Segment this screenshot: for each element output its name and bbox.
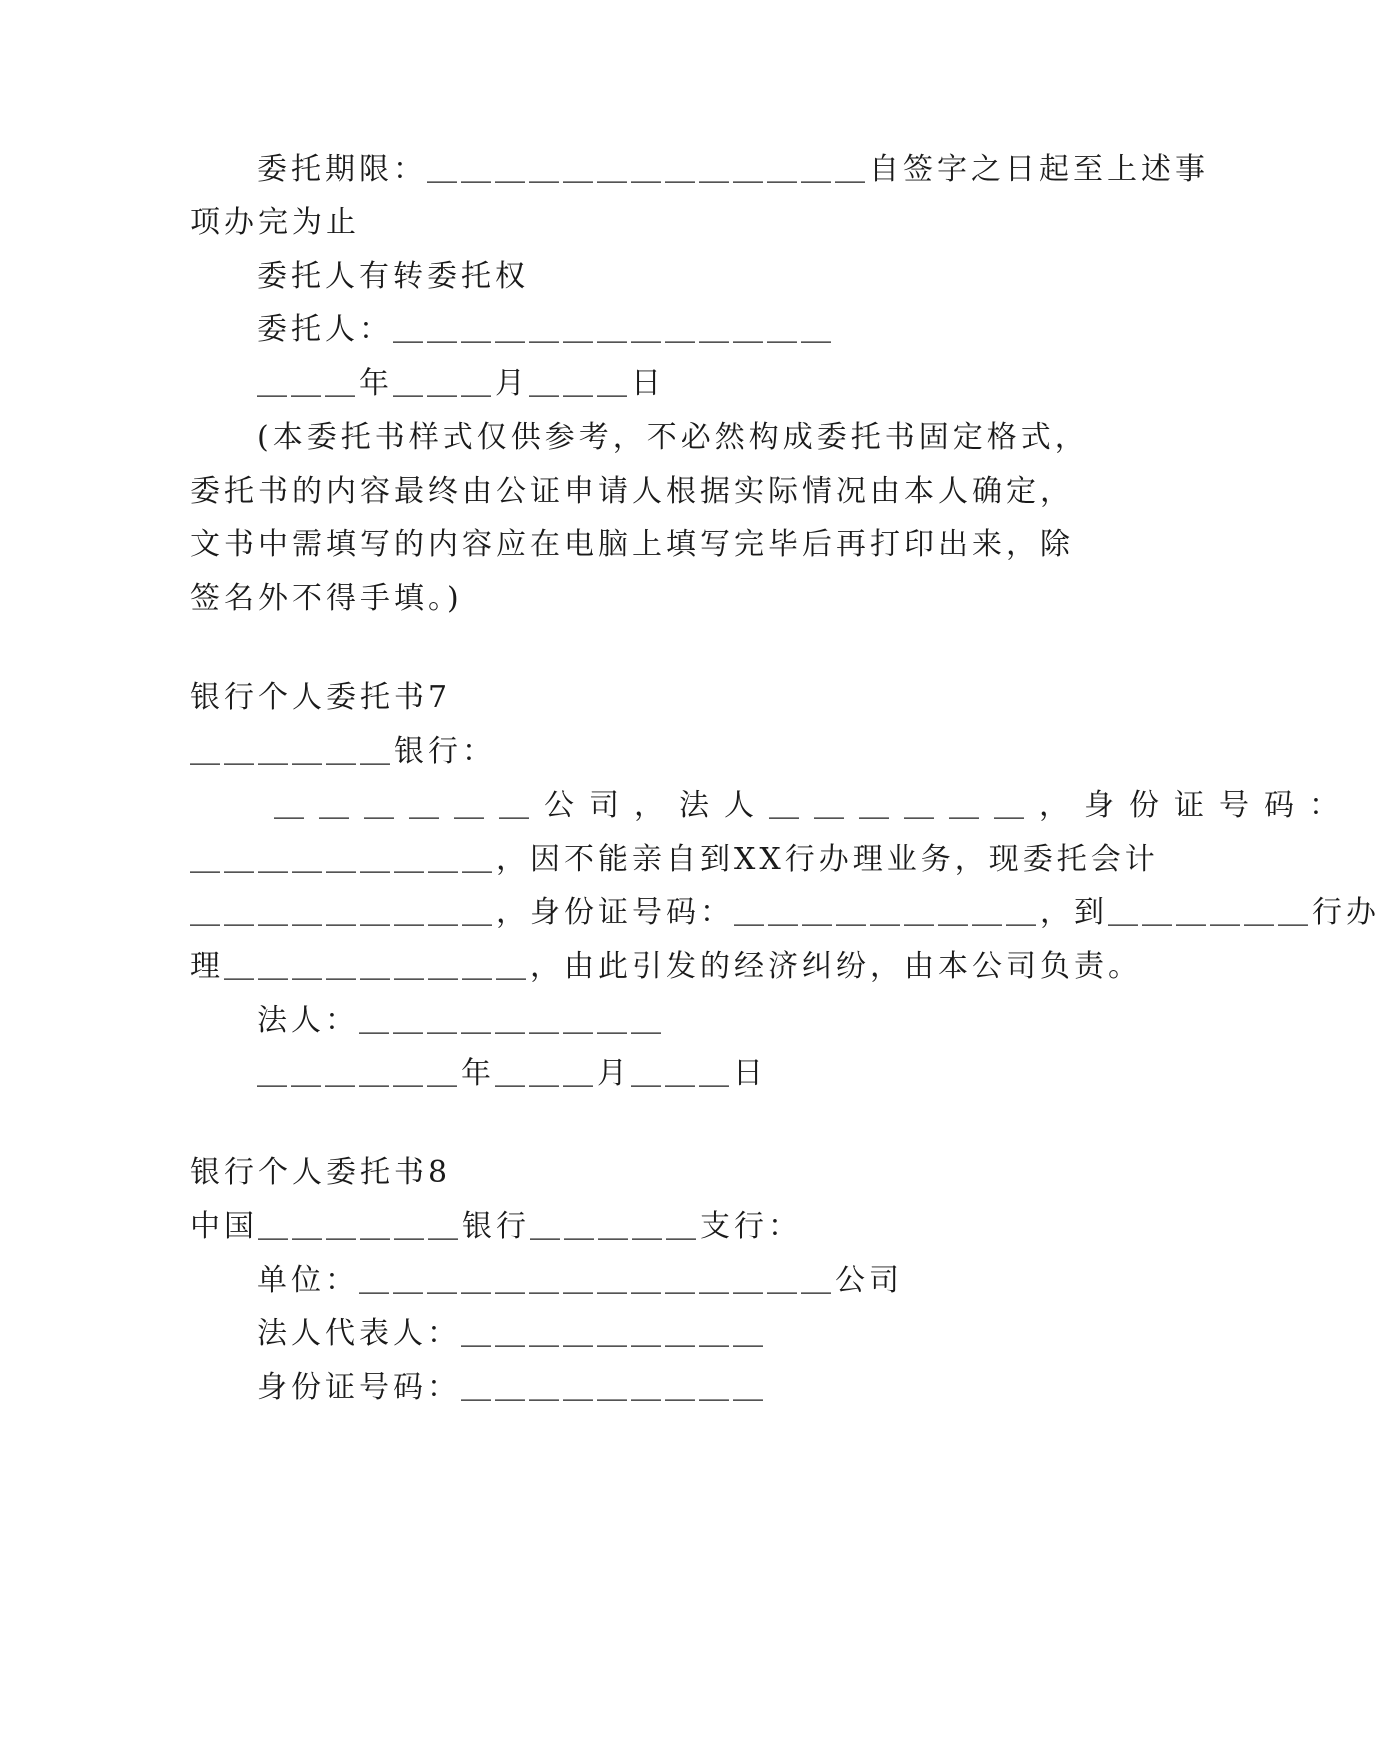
section-7-body-line-3: ＿＿＿＿＿＿＿＿＿，身份证号码：＿＿＿＿＿＿＿＿＿，到＿＿＿＿＿＿行办	[190, 895, 1380, 930]
section-8-bank-line: 中国＿＿＿＿＿＿银行＿＿＿＿＿支行：	[190, 1209, 802, 1244]
section-7-title: 银行个人委托书7	[190, 680, 452, 715]
sub-delegation-line: 委托人有转委托权	[257, 259, 529, 294]
section-7-date-line: ＿＿＿＿＿＿年＿＿＿月＿＿＿日	[257, 1056, 767, 1091]
section-7-body-line-4: 理＿＿＿＿＿＿＿＿＿，由此引发的经济纠纷，由本公司负责。	[190, 949, 1142, 984]
section-8-title: 银行个人委托书8	[190, 1155, 452, 1190]
section-7-body-line-1: ＿＿＿＿＿＿公司，法人＿＿＿＿＿＿，身份证号码：	[274, 788, 1354, 823]
date-line: ＿＿＿年＿＿＿月＿＿＿日	[257, 366, 665, 401]
section-8-representative-line: 法人代表人：＿＿＿＿＿＿＿＿＿	[257, 1316, 767, 1351]
section-7-body-line-2: ＿＿＿＿＿＿＿＿＿，因不能亲自到XX行办理业务，现委托会计	[190, 842, 1159, 877]
note-line-1: (本委托书样式仅供参考，不必然构成委托书固定格式，	[257, 420, 1089, 455]
section-7-legal-person-line: 法人：＿＿＿＿＿＿＿＿＿	[257, 1003, 665, 1038]
section-8-unit-line: 单位：＿＿＿＿＿＿＿＿＿＿＿＿＿＿公司	[257, 1263, 903, 1298]
entrust-period-line-cont: 项办完为止	[190, 205, 360, 240]
entrust-period-line: 委托期限：＿＿＿＿＿＿＿＿＿＿＿＿＿自签字之日起至上述事	[257, 152, 1209, 187]
note-line-2: 委托书的内容最终由公证申请人根据实际情况由本人确定，	[190, 474, 1074, 509]
note-line-4: 签名外不得手填。)	[190, 581, 463, 616]
note-line-3: 文书中需填写的内容应在电脑上填写完毕后再打印出来，除	[190, 527, 1074, 562]
section-7-bank-line: ＿＿＿＿＿＿银行：	[190, 734, 496, 769]
section-8-id-number-line: 身份证号码：＿＿＿＿＿＿＿＿＿	[257, 1370, 767, 1405]
principal-line: 委托人：＿＿＿＿＿＿＿＿＿＿＿＿＿	[257, 312, 835, 347]
